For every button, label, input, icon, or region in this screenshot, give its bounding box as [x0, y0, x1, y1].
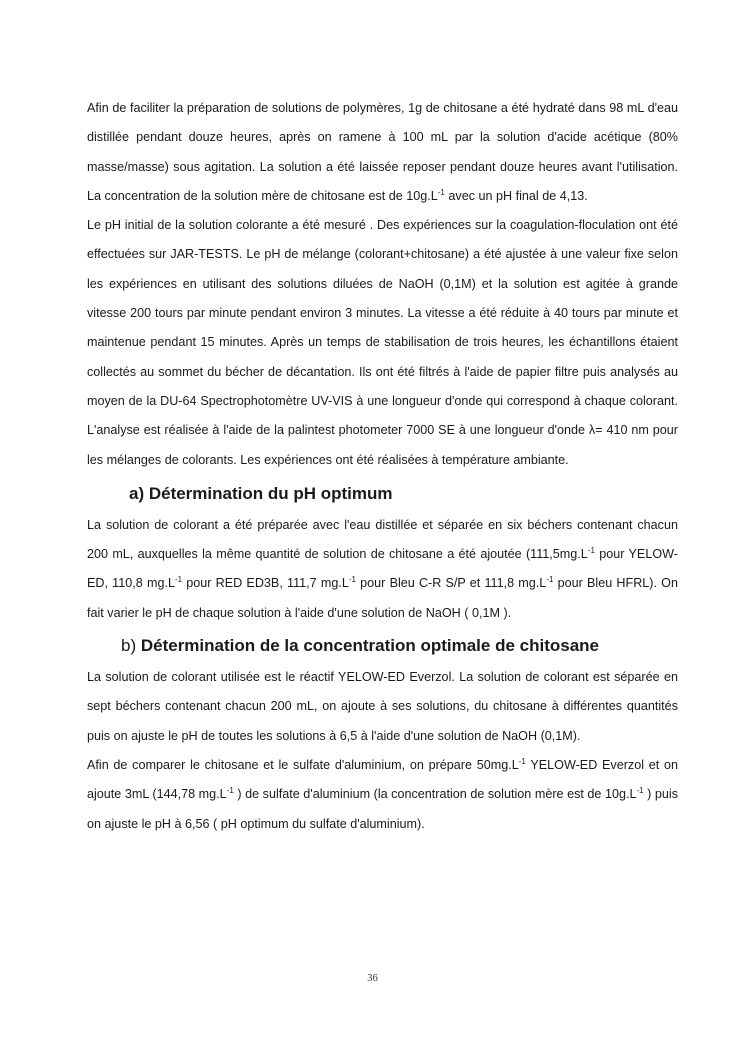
paragraph-text: La solution de colorant a été préparée avec l'eau distillée et séparée en six béchers contenant chacun 200 mL, auxquelles la même quantité de solution de chitosane a été ajoutée (111,5mg.L: [87, 517, 678, 562]
heading-text: Détermination de la concentration optimale de chitosane: [136, 636, 599, 656]
paragraph-experiment-protocol: Le pH initial de la solution colorante a été mesuré . Des expériences sur la coagulation-floculation ont été effectuées sur JAR-TESTS. Le pH de mélange (colorant+chitosane) a été ajustée à une valeur fixe selon les expériences en utilisant des solutions diluées de NaOH (0,1M) et la solution est agitée à grande vitesse 200 tours par minute pendant environ 3 minutes. La vitesse a été réduite à 40 tours par minute et maintenue pendant 15 minutes. Après un temps de stabilisation de trois heures, les échantillons étaient collectés au sommet du bécher de décantation. Ils ont été filtrés à l'aide de papier filtre puis analysés au moyen de la DU-64 Spectrophotomètre UV-VIS à une longueur d'onde qui correspond à chaque colorant. L'analyse est réalisée à l'aide de la palintest photometer 7000 SE à une longueur d'onde λ= 410 nm pour les mélanges de colorants. Les expériences ont été réalisées à température ambiante.: [87, 218, 678, 467]
paragraph-text: pour Bleu HFRL). On fait varier le pH de chaque solution à l'aide d'une solution de NaOH ( 0,1M ).: [87, 576, 678, 620]
superscript: -1: [174, 575, 183, 585]
heading-chitosan-concentration: [87, 628, 678, 663]
paragraph-text: ) de sulfate d'aluminium (la concentration de solution mère est de 10g.L: [233, 787, 637, 802]
superscript: -1: [587, 546, 595, 556]
page-content: [87, 94, 678, 839]
heading-label: b): [121, 636, 137, 656]
paragraph-text: pour RED ED3B, 111,7 mg.L: [182, 576, 349, 591]
superscript: -1: [226, 786, 234, 796]
paragraph-chitosan-preparation: [87, 94, 678, 211]
superscript: -1: [546, 575, 554, 585]
paragraph-text: Afin de comparer le chitosane et le sulfate d'aluminium, on prépare 50mg.L: [87, 757, 519, 772]
paragraph-text: Afin de faciliter la préparation de solutions de polymères, 1g de chitosane a été hydraté dans 98 mL d'eau distillée pendant douze heures, après on ramene à 100 mL par la solution d'acide acétique (80% masse/masse) sous agitation. La solution a été laissée reposer pendant douze heures avant l'utilisation. La concentration de la solution mère de chitosane est de 10g.L: [87, 101, 678, 203]
paragraph-text: pour YELOW-ED, 110,8 mg.L: [87, 547, 678, 591]
superscript: -1: [437, 187, 445, 197]
paragraph-ph-optimum: [87, 511, 678, 628]
paragraph-text: YELOW-ED Everzol et on ajoute 3mL (144,78 mg.L: [87, 757, 678, 802]
paragraph-text: avec un pH final de 4,13.: [444, 188, 588, 203]
paragraph-text: pour Bleu C-R S/P et 111,8 mg.L: [355, 576, 547, 591]
superscript: -1: [348, 575, 356, 585]
paragraph-chitosan-concentration: La solution de colorant utilisée est le réactif YELOW-ED Everzol. La solution de colorant est séparée en sept béchers contenant chacun 200 mL, on ajoute à ses solutions, du chitosane à différentes quantités puis on ajuste le pH de toutes les solutions à 6,5 à l'aide d'une solution de NaOH (0,1M).: [87, 670, 678, 743]
paragraph-aluminium-sulfate: [87, 751, 678, 839]
heading-ph-optimum: a) Détermination du pH optimum: [129, 483, 393, 503]
superscript: -1: [636, 786, 644, 796]
page-number: 36: [367, 973, 378, 984]
paragraph-text: ) puis on ajuste le pH à 6,56 ( pH optimum du sulfate d'aluminium).: [87, 787, 678, 831]
superscript: -1: [518, 756, 526, 766]
